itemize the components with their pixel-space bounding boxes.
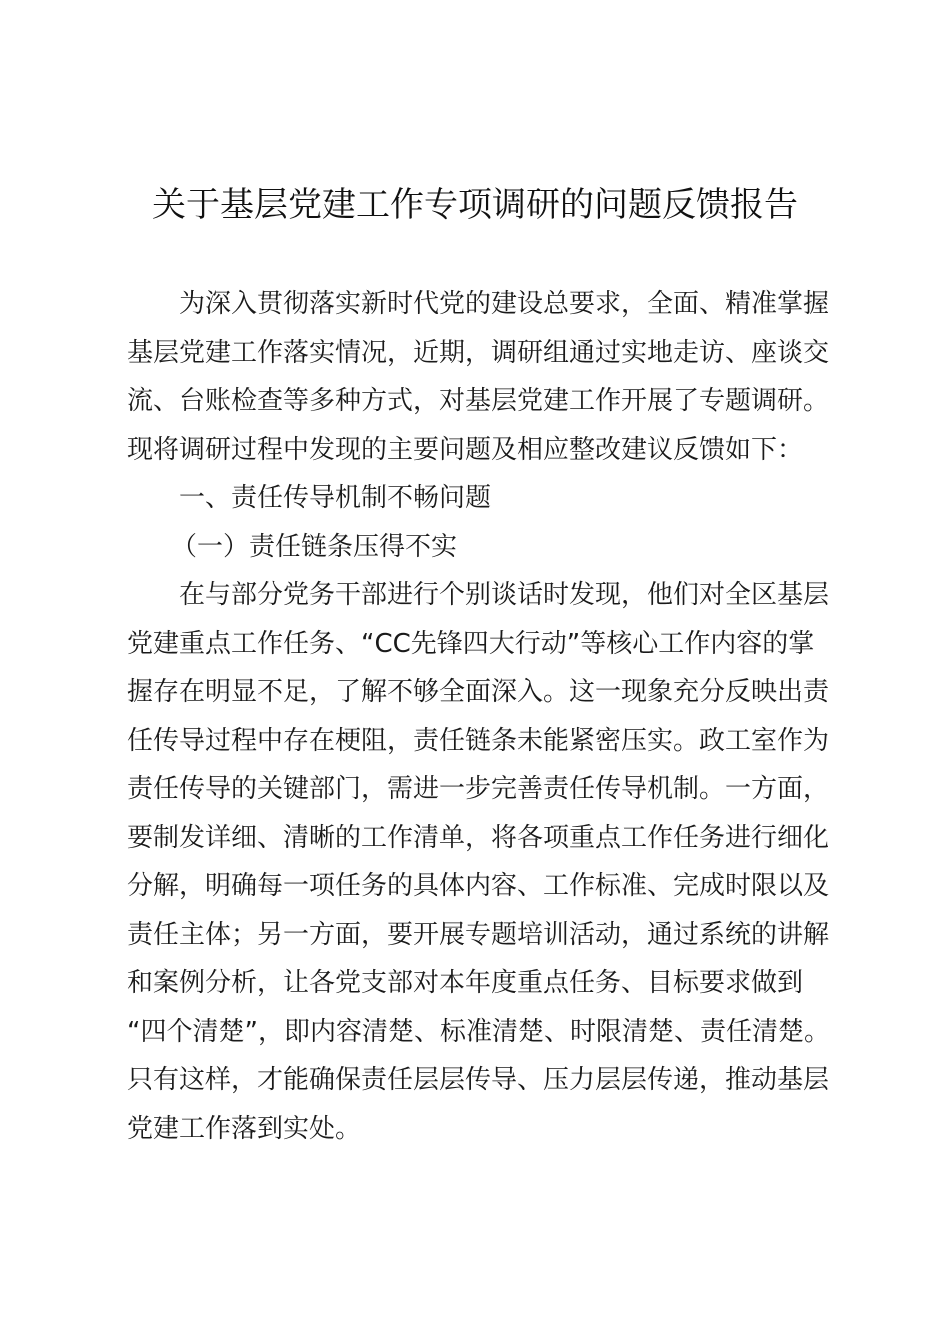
document-body xyxy=(127,280,837,1153)
body-line: 党建工作落到实处。 xyxy=(127,1113,362,1144)
body-line: “四个清楚”，即内容清楚、标准清楚、时限清楚、责任清楚。 xyxy=(127,1016,830,1047)
subsection-heading: （一）责任链条压得不实 xyxy=(171,531,458,562)
body-line: 握存在明显不足，了解不够全面深入。这一现象充分反映出责 xyxy=(127,677,830,707)
intro-line: 为深入贯彻落实新时代党的建设总要求，全面、精准掌握 xyxy=(179,289,830,319)
document-title: 关于基层党建工作专项调研的问题反馈报告 xyxy=(152,185,798,225)
intro-line: 现将调研过程中发现的主要问题及相应整改建议反馈如下： xyxy=(127,434,804,465)
body-line: 责任主体；另一方面，要开展专题培训活动，通过系统的讲解 xyxy=(127,919,830,950)
body-line: 责任传导的关键部门，需进一步完善责任传导机制。一方面， xyxy=(127,774,830,804)
body-line: 党建重点工作任务、“CC先锋四大行动”等核心工作内容的掌 xyxy=(127,628,815,659)
body-line: 要制发详细、清晰的工作清单，将各项重点工作任务进行细化 xyxy=(127,822,830,853)
body-line: 只有这样，才能确保责任层层传导、压力层层传递，推动基层 xyxy=(127,1065,830,1095)
body-line: 在与部分党务干部进行个别谈话时发现，他们对全区基层 xyxy=(179,580,830,610)
section-heading: 一、责任传导机制不畅问题 xyxy=(179,483,492,513)
body-line: 分解，明确每一项任务的具体内容、工作标准、完成时限以及 xyxy=(127,871,830,901)
intro-line: 流、台账检查等多种方式，对基层党建工作开展了专题调研。 xyxy=(127,386,830,416)
intro-line: 基层党建工作落实情况，近期，调研组通过实地走访、座谈交 xyxy=(127,337,830,368)
body-line: 和案例分析，让各党支部对本年度重点任务、目标要求做到 xyxy=(127,968,804,998)
body-line: 任传导过程中存在梗阻，责任链条未能紧密压实。政工室作为 xyxy=(127,725,830,756)
